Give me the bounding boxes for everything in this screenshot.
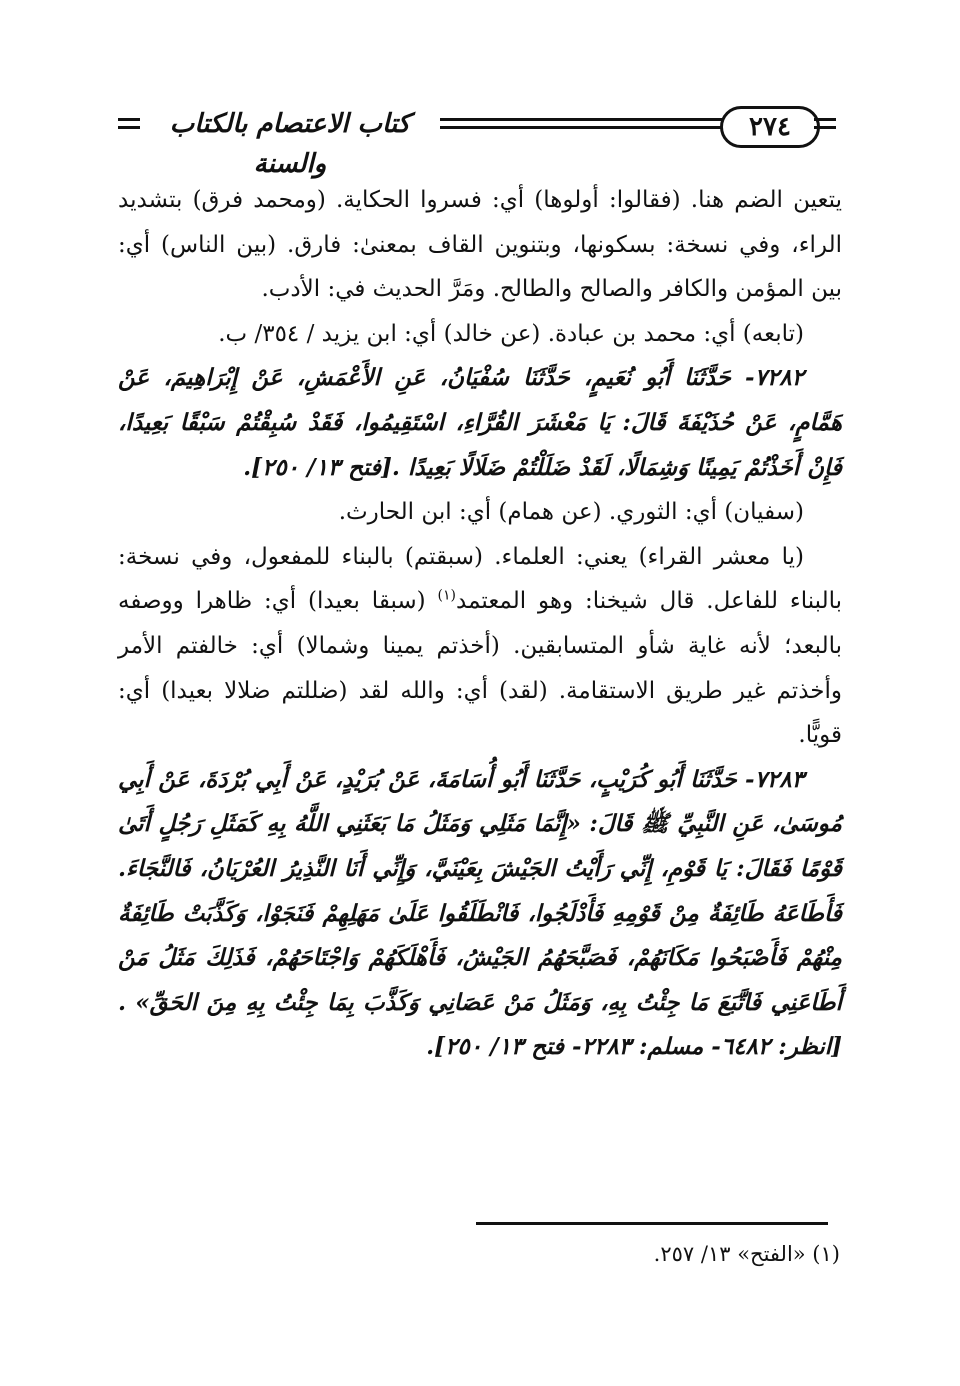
paragraph-1: يتعين الضم هنا. (فقالوا: أولوها) أي: فسروا الحكاية. (ومحمد فرق) بتشديد الراء، وفي نسخة: بسكونها، وبتنوين القاف بمعنىٰ: فارق. (بين الناس) أي: بين المؤمن والكافر والصالح والطالح. ومَرَّ الحديث في: الأدب.	[118, 187, 842, 303]
header-rule-2	[440, 126, 740, 129]
paragraph-3: (سفيان) أي: الثوري. (عن همام) أي: ابن الحارث.	[338, 499, 804, 526]
paragraph-4-text: (يا معشر القراء) يعني: العلماء. (سبقتم) بالبناء للمفعول، وفي نسخة: بالبناء للفاعل. قال شيخنا: وهو المعتمد	[118, 543, 842, 615]
header-rule-right-2	[814, 126, 836, 129]
header-rule-right	[814, 118, 836, 121]
header-rule	[440, 118, 740, 121]
page-header	[110, 104, 840, 179]
hadith-7283: ٧٢٨٣- حَدَّثَنَا أَبُو كُرَيْبٍ، حَدَّثَنَا أَبُو أُسَامَةَ، عَنْ بُرَيْدٍ، عَنْ أَبِي بُرْدَةَ، عَنْ أَبِي مُوسَىٰ، عَنِ النَّبِيِّ ﷺ قَالَ: «إِنَّمَا مَثَلِي وَمَثَلُ مَا بَعَثَنِي اللَّهُ بِهِ كَمَثَلِ رَجُلٍ أَتَىٰ قَوْمًا فَقَالَ: يَا قَوْمِ، إِنِّي رَأَيْتُ الجَيْشَ بِعَيْنَيَّ، وَإِنِّي أَنَا النَّذِيرُ العُرْيَانُ، فَالنَّجَاءَ. فَأَطَاعَهُ طَائِفَةٌ مِنْ قَوْمِهِ فَأَدْلَجُوا، فَانْطَلَقُوا عَلَىٰ مَهَلِهِمْ فَنَجَوْا، وَكَذَّبَتْ طَائِفَةٌ مِنْهُمْ فَأَصْبَحُوا مَكَانَهُمْ، فَصَبَّحَهُمُ الجَيْشُ، فَأَهْلَكَهُمْ وَاجْتَاحَهُمْ، فَذَلِكَ مَثَلُ مَنْ أَطَاعَنِي فَاتَّبَعَ مَا جِئْتُ بِهِ، وَمَثَلُ مَنْ عَصَانِي وَكَذَّبَ بِمَا جِئْتُ بِهِ مِنَ الحَقِّ» .[انظر: ٦٤٨٢- مسلم: ٢٢٨٣- فتح ١٣/ ٢٥٠].	[118, 765, 842, 1061]
header-rule-left	[118, 118, 140, 121]
header-rule-left-2	[118, 126, 140, 129]
main-text	[118, 178, 842, 1070]
footnote: (١) «الفتح» ١٣/ ٢٥٧.	[653, 1242, 840, 1266]
footnote-marker: (١)	[437, 587, 457, 604]
paragraph-2: (تابعه) أي: محمد بن عبادة. (عن خالد) أي: ابن يزيد / ٣٥٤/ ب.	[218, 320, 804, 347]
paragraph-4-cont: (سبقا بعيدا) أي: ظاهرا ووصفه بالبعد؛ لأنه غاية شأو المتسابقين. (أخذتم يمينا وشمالا) أي: خالفتم الأمر وأخذتم غير طريق الاستقامة. (لقد) أي: والله لقد (ضللتم ضلالا بعيدا) أي: قويًّا.	[118, 588, 843, 749]
page-number: ٢٧٤	[720, 106, 820, 148]
footnote-divider	[476, 1222, 828, 1225]
paragraph-4	[118, 535, 842, 758]
hadith-7282: ٧٢٨٢- حَدَّثَنَا أَبُو نُعَيمٍ، حَدَّثَنَا سُفْيَانُ، عَنِ الأَعْمَشِ، عَنْ إِبْرَاهِيمَ، عَنْ هَمَّامٍ، عَنْ حُذَيْفَةَ قَالَ: يَا مَعْشَرَ القُرَّاءِ، اسْتَقِيمُوا، فَقَدْ سُبِقْتُمْ سَبْقًا بَعِيدًا، فَإِنْ أَخَذْتُمْ يَمِينًا وَشِمَالًا، لَقَدْ ضَلَلْتُمْ ضَلَالًا بَعِيدًا .[فتح ١٣/ ٢٥٠].	[118, 364, 842, 481]
book-title: كتاب الاعتصام بالكتاب والسنة	[169, 109, 411, 179]
